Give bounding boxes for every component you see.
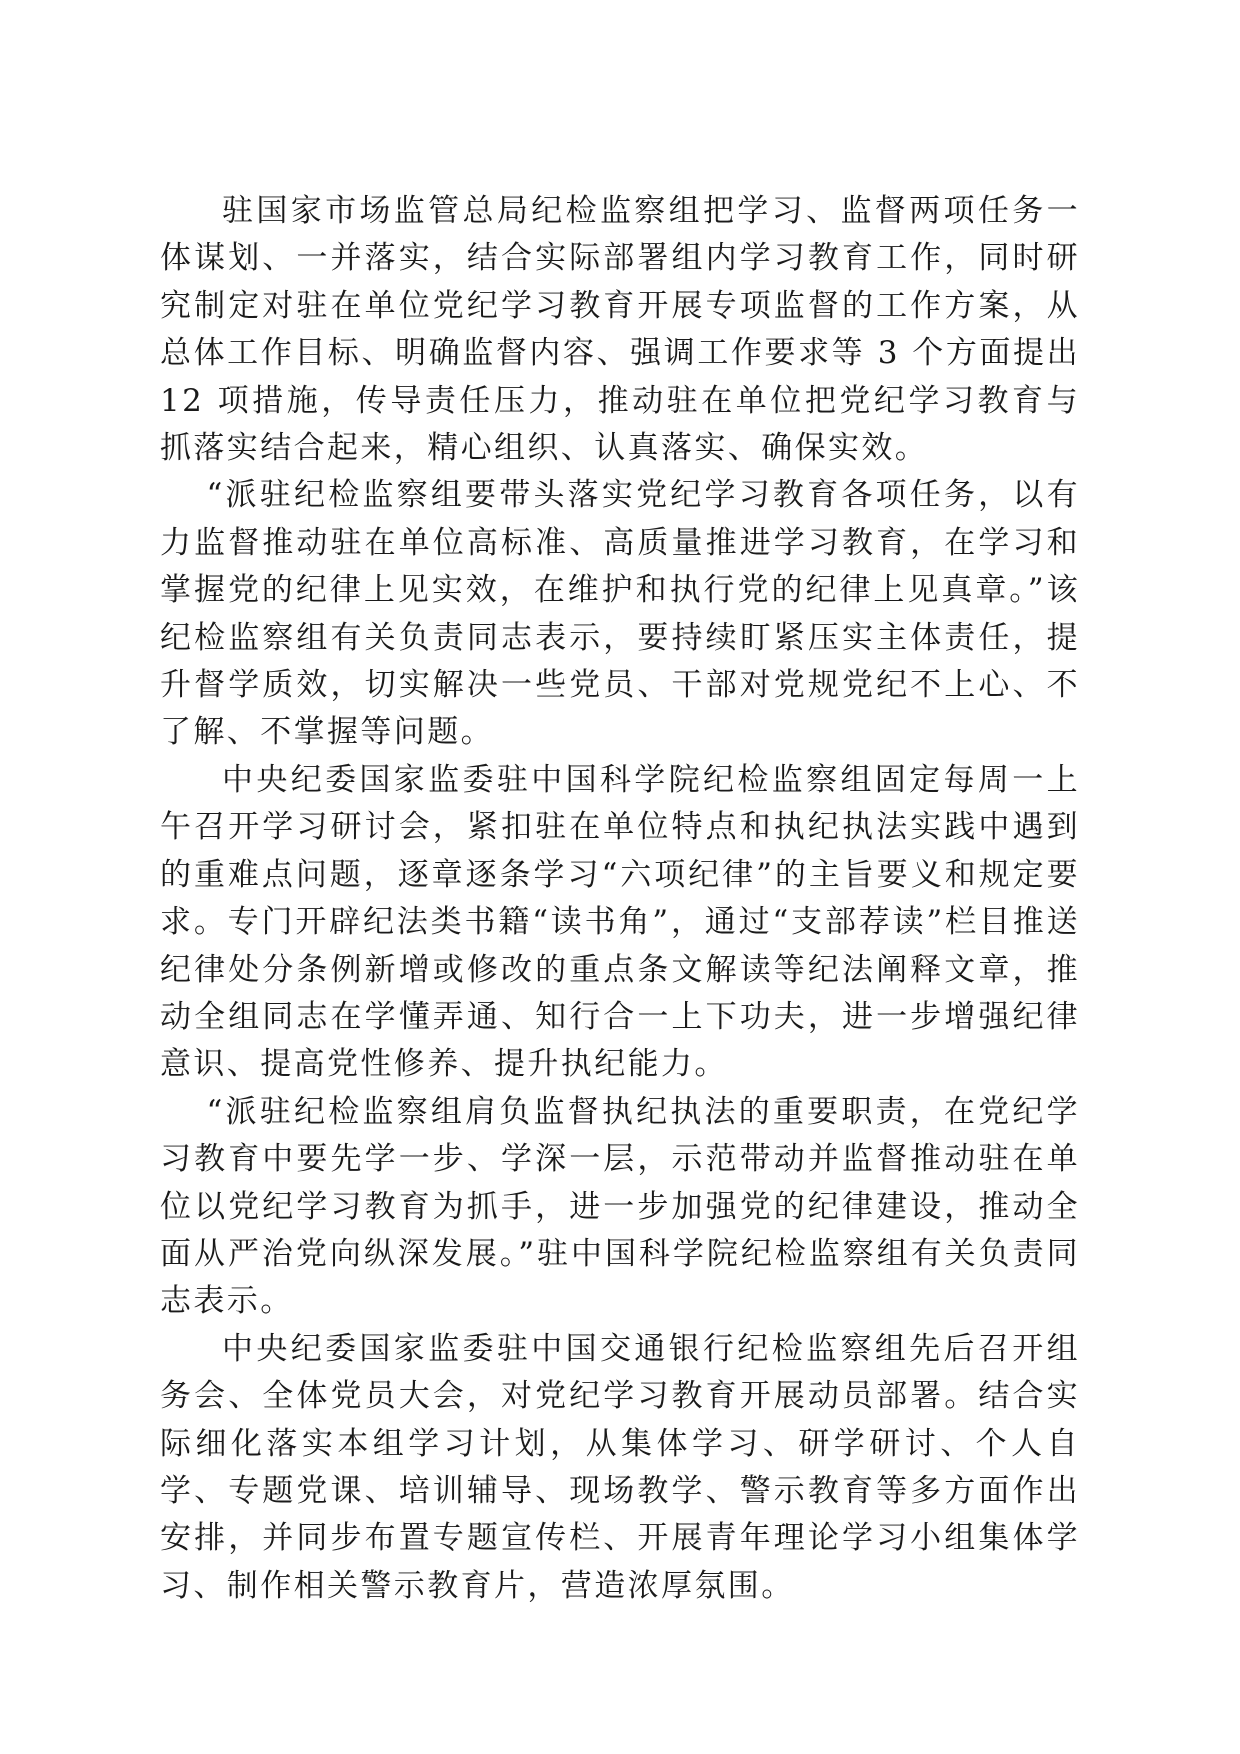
paragraph-1: 驻国家市场监管总局纪检监察组把学习、监督两项任务一体谋划、一并落实，结合实际部署组内学习教育工作，同时研究制定对驻在单位党纪学习教育开展专项监督的工作方案，从总体工作目标、明确监督内容、强调工作要求等 3 个方面提出 12 项措施，传导责任压力，推动驻在单位把党纪学习教育与抓落实结合起来，精心组织、认真落实、确保实效。 <box>160 193 1080 467</box>
paragraph-2: “派驻纪检监察组要带头落实党纪学习教育各项任务，以有力监督推动驻在单位高标准、高质量推进学习教育，在学习和掌握党的纪律上见实效，在维护和执行党的纪律上见真章。”该纪检监察组有关负责同志表示，要持续盯紧压实主体责任，提升督学质效，切实解决一些党员、干部对党规党纪不上心、不了解、不掌握等问题。 <box>160 477 1080 751</box>
paragraph-3: 中央纪委国家监委驻中国科学院纪检监察组固定每周一上午召开学习研讨会，紧扣驻在单位特点和执纪执法实践中遇到的重难点问题，逐章逐条学习“六项纪律”的主旨要义和规定要求。专门开辟纪法类书籍“读书角”，通过“支部荐读”栏目推送纪律处分条例新增或修改的重点条文解读等纪法阐释文章，推动全组同志在学懂弄通、知行合一上下功夫，进一步增强纪律意识、提高党性修养、提升执纪能力。 <box>160 761 1080 1083</box>
document-page <box>160 188 1080 1610</box>
paragraph-5: 中央纪委国家监委驻中国交通银行纪检监察组先后召开组务会、全体党员大会，对党纪学习教育开展动员部署。结合实际细化落实本组学习计划，从集体学习、研学研讨、个人自学、专题党课、培训辅导、现场教学、警示教育等多方面作出安排，并同步布置专题宣传栏、开展青年理论学习小组集体学习、制作相关警示教育片，营造浓厚氛围。 <box>160 1330 1080 1604</box>
paragraph-4: “派驻纪检监察组肩负监督执纪执法的重要职责，在党纪学习教育中要先学一步、学深一层，示范带动并监督推动驻在单位以党纪学习教育为抓手，进一步加强党的纪律建设，推动全面从严治党向纵深发展。”驻中国科学院纪检监察组有关负责同志表示。 <box>160 1093 1080 1320</box>
